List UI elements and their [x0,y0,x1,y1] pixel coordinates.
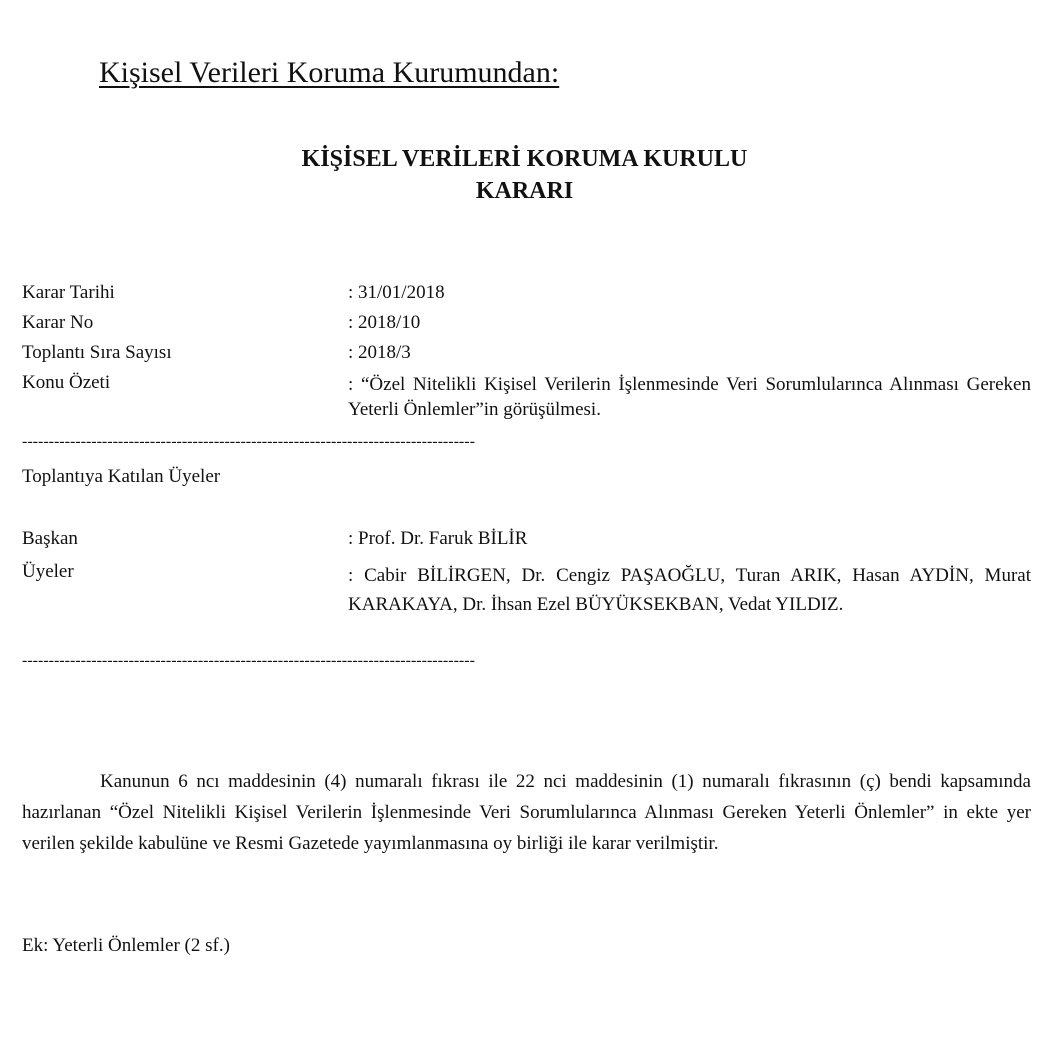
decision-date-label: Karar Tarihi [22,282,115,303]
meeting-number-value: : 2018/3 [348,342,411,363]
chair-label: Başkan [22,528,78,549]
members-value: : Cabir BİLİRGEN, Dr. Cengiz PAŞAOĞLU, Turan ARIK, Hasan AYDİN, Murat KARAKAYA, Dr. İhsan Ezel BÜYÜKSEKBAN, Vedat YILDIZ. [348,565,1031,615]
chair-value: : Prof. Dr. Faruk BİLİR [348,528,528,549]
separator-line: ------------------------------------------------------------------------------------- [22,652,475,669]
subject-value: : “Özel Nitelikli Kişisel Verilerin İşlenmesinde Veri Sorumlularınca Alınması Gereken Yeterli Önlemler”in görüşülmesi. [348,374,1031,420]
decision-paragraph: Kanunun 6 ncı maddesinin (4) numaralı fıkrası ile 22 nci maddesinin (1) numaralı fıkrasının (ç) bendi kapsamında hazırlanan “Özel Nitelikli Kişisel Verilerin İşlenmesinde Veri Sorumlularınca Alınması Gereken Yeterli Önlemler” in ekte yer verilen şekilde kabulüne ve Resmi Gazetede yayımlanmasına oy birliği ile karar verilmiştir. [22,771,1031,854]
separator-line: ------------------------------------------------------------------------------------- [22,433,475,450]
attachment-note: Ek: Yeterli Önlemler (2 sf.) [22,935,230,956]
document-subtitle: KARARI [475,178,574,204]
document-title: KİŞİSEL VERİLERİ KORUMA KURULU [301,146,748,172]
decision-date-value: : 31/01/2018 [348,282,445,303]
decision-no-label: Karar No [22,312,94,333]
members-heading: Toplantıya Katılan Üyeler [22,466,221,487]
decision-no-value: : 2018/10 [348,312,421,333]
issuing-authority: Kişisel Verileri Koruma Kurumundan: [99,56,560,89]
meeting-number-label: Toplantı Sıra Sayısı [22,342,172,363]
members-label: Üyeler [22,561,74,582]
subject-label: Konu Özeti [22,372,111,393]
